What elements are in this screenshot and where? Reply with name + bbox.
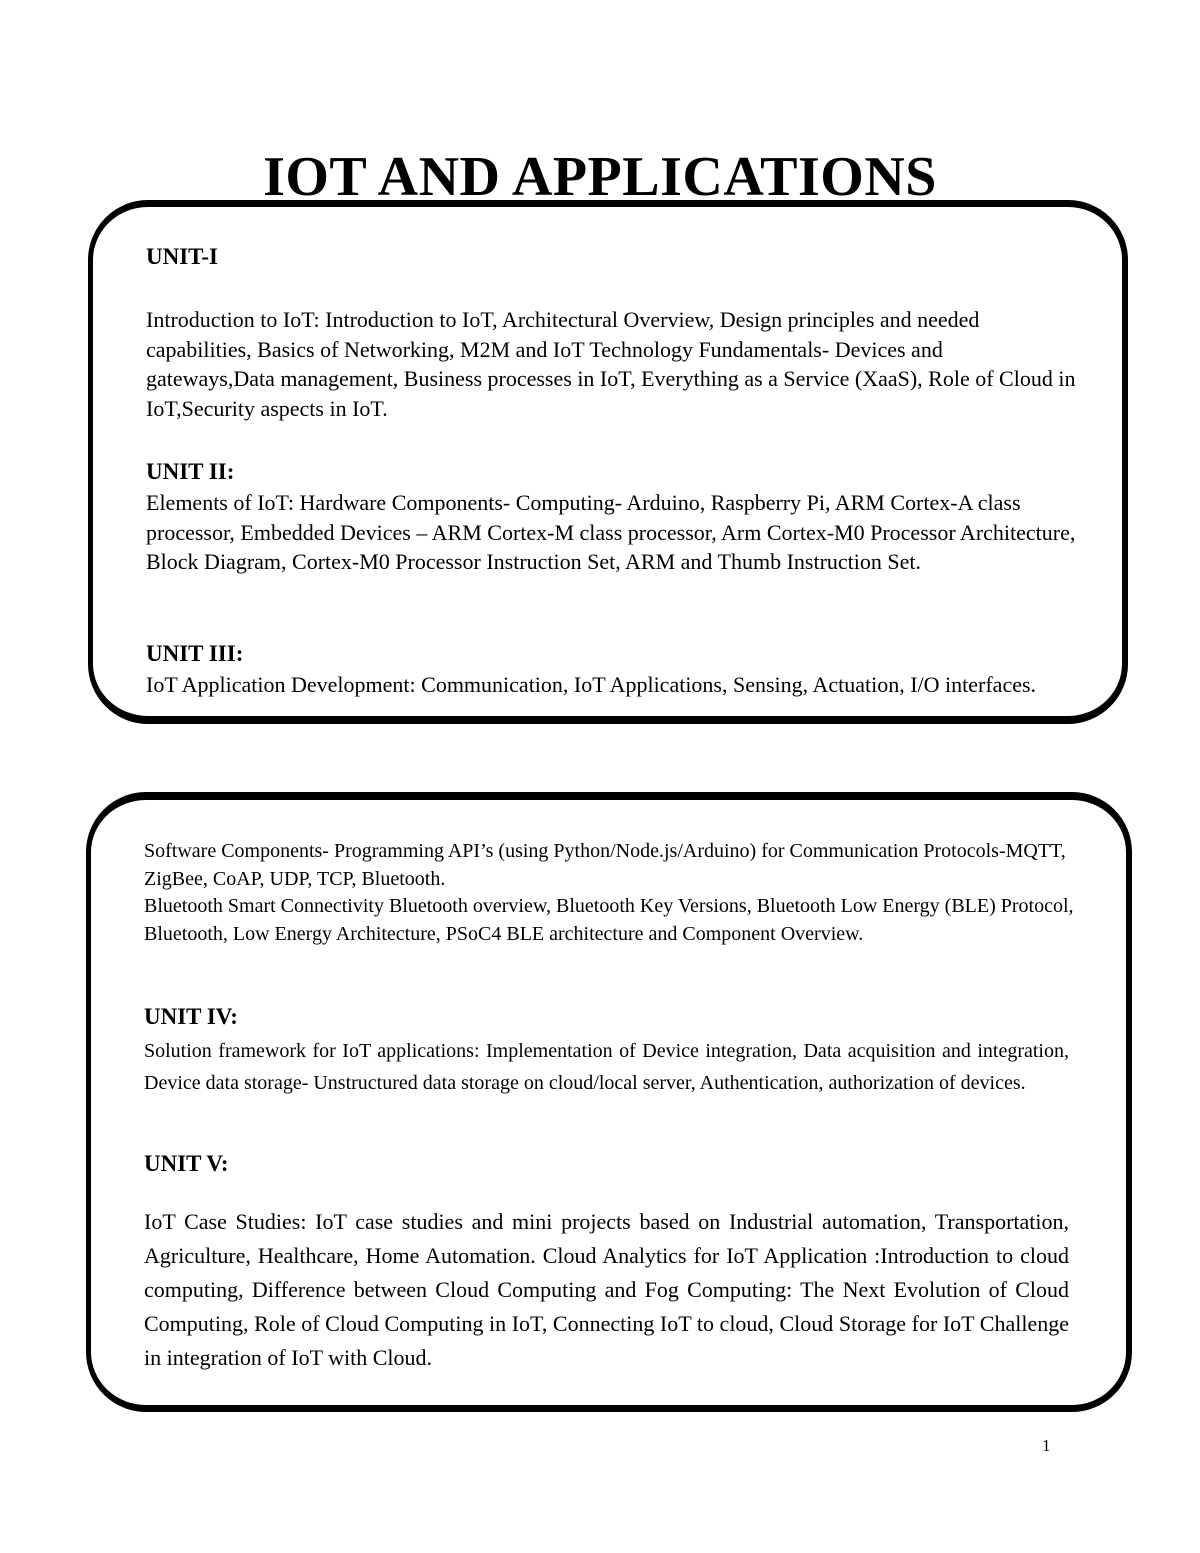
software-components-text: Software Components- Programming API’s (using Python/Node.js/Arduino) for Communication Protocols-MQTT, ZigBee, CoAP, UDP, TCP, Bluetooth.: [144, 840, 1066, 890]
syllabus-box-units-1-3: [88, 200, 1128, 724]
unit-5-body: IoT Case Studies: IoT case studies and mini projects based on Industrial automation, Transportation, Agriculture, Healthcare, Home Automation. Cloud Analytics for IoT Application :Introduction to cloud computing, Difference between Cloud Computing and Fog Computing: The Next Evolution of Cloud Computing, Role of Cloud Computing in IoT, Connecting IoT to cloud, Cloud Storage for IoT Challenge in integration of IoT with Cloud.: [144, 1209, 1069, 1370]
syllabus-box-units-3-5: [86, 792, 1132, 1412]
unit-5-heading: UNIT V:: [144, 1151, 229, 1176]
unit-4-heading: UNIT IV:: [144, 1004, 238, 1029]
unit-1-body: Introduction to IoT: Introduction to IoT, Architectural Overview, Design principles and needed capabilities, Basics of Networking, M2M and IoT Technology Fundamentals- Devices and gateways,Data management, Business processes in IoT, Everything as a Service (XaaS), Role of Cloud in IoT,Security aspects in IoT.: [146, 307, 1076, 421]
page-number: 1: [1042, 1436, 1051, 1455]
unit-2-body: Elements of IoT: Hardware Components- Computing- Arduino, Raspberry Pi, ARM Cortex-A class processor, Embedded Devices – ARM Cortex-M class processor, Arm Cortex-M0 Processor Architecture, Block Diagram, Cortex-M0 Processor Instruction Set, ARM and Thumb Instruction Set.: [146, 490, 1076, 574]
unit-3-heading: UNIT III:: [146, 641, 244, 666]
unit-4-body: Solution framework for IoT applications: Implementation of Device integration, Data acquisition and integration, Device data storage- Unstructured data storage on cloud/local server, Authentication, authorization of devices.: [144, 1040, 1069, 1094]
page-title: IOT AND APPLICATIONS: [263, 146, 937, 208]
unit-2-heading: UNIT II:: [146, 459, 235, 484]
unit-3-continued-body: [144, 838, 1079, 948]
unit-3-body: IoT Application Development: Communication, IoT Applications, Sensing, Actuation, I/O interfaces.: [146, 672, 1037, 697]
bluetooth-text: Bluetooth Smart Connectivity Bluetooth overview, Bluetooth Key Versions, Bluetooth Low Energy (BLE) Protocol, Bluetooth, Low Energy Architecture, PSoC4 BLE architecture and Component Overview.: [144, 895, 1074, 945]
unit-1-heading: UNIT-I: [146, 244, 219, 269]
